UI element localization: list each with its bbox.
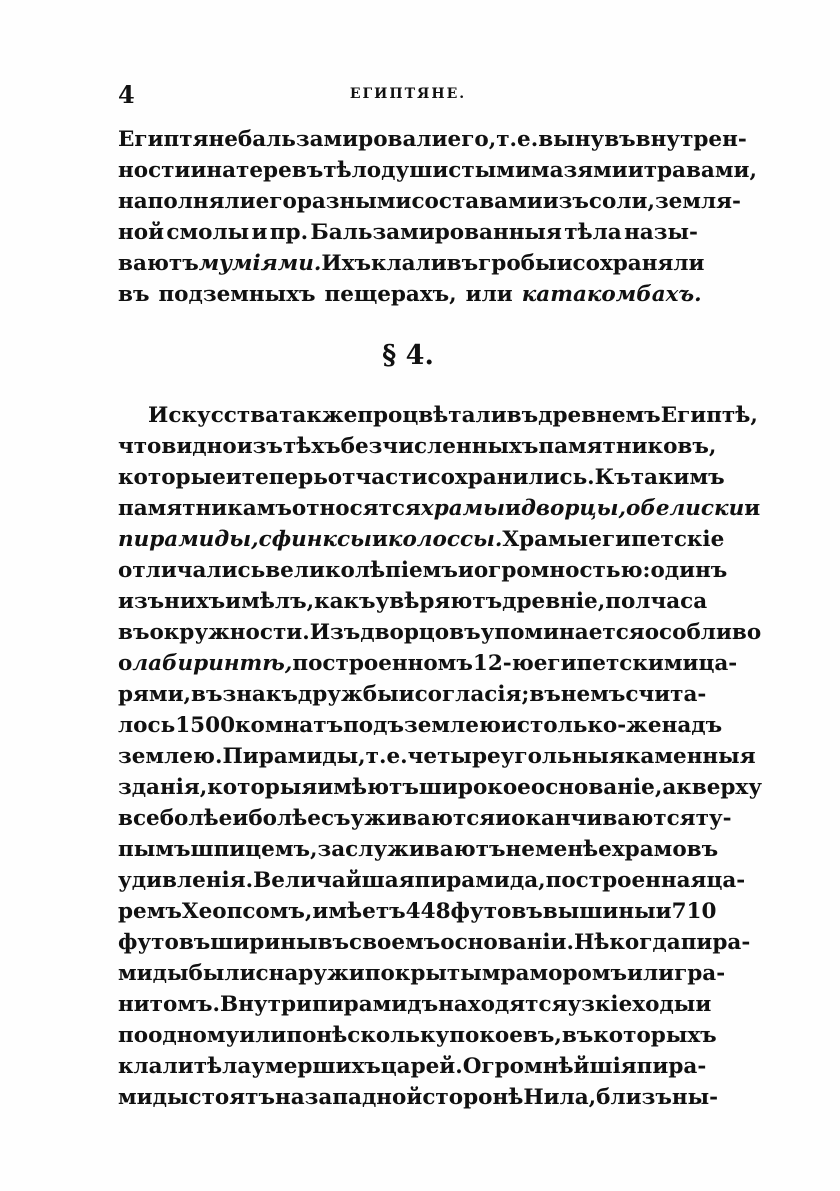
word: надъ xyxy=(661,713,723,738)
text-line xyxy=(118,617,762,648)
word: сфинксы xyxy=(258,527,372,552)
word: увѣряютъ xyxy=(375,589,503,614)
word: въ xyxy=(446,251,479,276)
word: 12-ю xyxy=(472,651,534,676)
word: пр. xyxy=(269,220,309,245)
word: все xyxy=(118,806,160,831)
word: которыхъ xyxy=(593,1023,717,1048)
word: обелиски xyxy=(626,496,745,521)
word: какъ xyxy=(314,589,376,614)
word: имѣлъ, xyxy=(225,589,315,614)
word: миды xyxy=(118,961,189,986)
word: относятся xyxy=(291,496,421,521)
text-line xyxy=(118,400,758,431)
word: западной xyxy=(304,1085,423,1110)
word: болѣе xyxy=(248,806,321,831)
word: землею xyxy=(403,713,501,738)
word: памятникамъ xyxy=(118,496,292,521)
word: разными xyxy=(296,189,412,214)
word: и xyxy=(744,496,761,521)
text-line xyxy=(118,462,725,493)
word: и xyxy=(371,527,388,552)
word: Египтяне xyxy=(118,127,238,152)
word: катакомбахъ. xyxy=(521,282,702,307)
text-line xyxy=(118,834,719,865)
word: знакъ xyxy=(222,682,298,707)
word: комнатъ xyxy=(235,713,344,738)
word: или xyxy=(465,282,513,307)
word: нитомъ. xyxy=(118,992,220,1017)
text-line xyxy=(118,772,763,803)
word: отчасти xyxy=(327,465,428,490)
word: находятся xyxy=(438,992,568,1017)
word: дворцы, xyxy=(520,496,627,521)
word: пымъ xyxy=(118,837,191,862)
word: его, xyxy=(447,127,497,152)
text-line xyxy=(118,803,732,834)
word: земля- xyxy=(654,189,741,214)
word: особливо xyxy=(644,620,762,645)
word: широкое xyxy=(418,775,531,800)
text-line xyxy=(118,896,717,927)
word: 710 xyxy=(671,899,717,924)
word: тѣхъ xyxy=(282,434,341,459)
word: е. xyxy=(517,127,539,152)
word: Изъ xyxy=(309,620,361,645)
text-line xyxy=(118,741,756,772)
word: пира- xyxy=(636,1054,707,1079)
text-line xyxy=(118,186,741,217)
word: видно xyxy=(161,434,237,459)
word: или xyxy=(239,1023,287,1048)
word: съуживаются xyxy=(320,806,496,831)
text-line xyxy=(118,1082,719,1113)
word: окружности. xyxy=(149,620,310,645)
text-line xyxy=(118,279,702,310)
word: согласія; xyxy=(414,682,530,707)
word: изъ xyxy=(118,589,165,614)
word: и xyxy=(556,251,573,276)
word: заслуживаютъ xyxy=(317,837,506,862)
word: кверху xyxy=(676,775,763,800)
word: и xyxy=(225,465,242,490)
word: полчаса xyxy=(605,589,708,614)
word: были xyxy=(188,961,256,986)
word: тѣло xyxy=(323,158,382,183)
word: покрыты xyxy=(364,961,482,986)
word: Искусства xyxy=(148,403,280,428)
word: великолѣпіемъ xyxy=(265,558,458,583)
word: стоятъ xyxy=(188,1085,275,1110)
word: Египтѣ, xyxy=(660,403,758,428)
text-line xyxy=(118,217,698,248)
word: изъ xyxy=(236,434,283,459)
word: процвѣтали xyxy=(357,403,507,428)
word: и xyxy=(457,558,474,583)
text-line xyxy=(118,679,707,710)
running-head: ЕГИПТЯНЕ. xyxy=(349,86,467,102)
word: гробы xyxy=(478,251,557,276)
word: и xyxy=(398,682,415,707)
word: пещерахъ, xyxy=(324,282,457,307)
word: подъ xyxy=(343,713,404,738)
word: вышины xyxy=(542,899,656,924)
word: египетскими xyxy=(533,651,699,676)
word: и xyxy=(500,713,517,738)
word: Огромнѣйшія xyxy=(462,1054,637,1079)
word: ходы xyxy=(632,992,696,1017)
text-line xyxy=(118,431,717,462)
word: упоминается xyxy=(480,620,645,645)
word: и xyxy=(251,220,268,245)
word: узкіе xyxy=(567,992,633,1017)
word: и xyxy=(190,158,207,183)
word: клали xyxy=(370,251,447,276)
word: пирамиды, xyxy=(118,527,259,552)
word: не xyxy=(505,837,535,862)
word: ны- xyxy=(671,1085,719,1110)
word: футовъ xyxy=(450,899,543,924)
word: т. xyxy=(496,127,518,152)
word: тѣла xyxy=(193,1054,252,1079)
word: ту- xyxy=(695,806,732,831)
word: въ xyxy=(191,682,223,707)
word: ширины xyxy=(210,930,318,955)
word: смолы xyxy=(166,220,250,245)
word: Къ xyxy=(594,465,631,490)
word: составами xyxy=(411,189,543,214)
word: дружбы xyxy=(297,682,399,707)
word: зданія, xyxy=(118,775,208,800)
word: столько-же xyxy=(516,713,662,738)
word: которыя xyxy=(207,775,318,800)
word: и xyxy=(655,899,672,924)
word: отличались xyxy=(118,558,266,583)
word: лось xyxy=(118,713,176,738)
word: тѣла xyxy=(564,220,622,245)
word: которые xyxy=(118,465,226,490)
word: землею. xyxy=(118,744,223,769)
word: ремъ xyxy=(118,899,182,924)
word: и xyxy=(504,496,521,521)
text-line xyxy=(118,1051,707,1082)
word: такимъ xyxy=(630,465,725,490)
word: имѣетъ xyxy=(312,899,406,924)
text-line xyxy=(118,865,746,896)
word: царей. xyxy=(380,1054,463,1079)
word: удивленія. xyxy=(118,868,254,893)
word: Храмы xyxy=(502,527,589,552)
word: храмы xyxy=(420,496,505,521)
word: каменныя xyxy=(624,744,756,769)
text-line xyxy=(118,710,723,741)
word: основаніе, xyxy=(530,775,663,800)
paragraph-arts xyxy=(118,400,763,1113)
word: имѣютъ xyxy=(317,775,419,800)
word: древнемъ xyxy=(538,403,661,428)
word: также xyxy=(279,403,358,428)
word: памятниковъ, xyxy=(538,434,717,459)
word: мраморомъ xyxy=(481,961,628,986)
text-line xyxy=(118,958,726,989)
word: дворцовъ xyxy=(360,620,481,645)
word: сохраняли xyxy=(572,251,705,276)
word: ной xyxy=(118,220,165,245)
word: въ xyxy=(529,682,561,707)
word: шпицемъ, xyxy=(190,837,318,862)
word: его xyxy=(255,189,297,214)
word: основаніи. xyxy=(440,930,574,955)
word: въ xyxy=(317,930,350,955)
word: ваютъ xyxy=(118,251,199,276)
word: близъ xyxy=(596,1085,672,1110)
word: миды xyxy=(118,1085,189,1110)
word: бальзамировали xyxy=(237,127,448,152)
word: е. xyxy=(386,744,408,769)
word: а xyxy=(662,775,677,800)
word: счита- xyxy=(625,682,707,707)
word: и xyxy=(495,806,512,831)
word: на xyxy=(274,1085,305,1110)
word: клали xyxy=(118,1054,194,1079)
word: колоссы. xyxy=(387,527,503,552)
page-header xyxy=(118,80,698,110)
word: 448 xyxy=(405,899,451,924)
text-line xyxy=(118,124,747,155)
word: рями, xyxy=(118,682,192,707)
text-line xyxy=(118,586,708,617)
word: въ xyxy=(118,282,150,307)
word: и xyxy=(627,158,644,183)
word: соли, xyxy=(588,189,655,214)
word: безчисленныхъ xyxy=(340,434,539,459)
word: Внутри xyxy=(220,992,312,1017)
word: сохранились. xyxy=(427,465,595,490)
word: назы- xyxy=(624,220,698,245)
word: Величайшая xyxy=(253,868,415,893)
word: нѣскольку xyxy=(316,1023,450,1048)
word: Ихъ xyxy=(321,251,371,276)
word: 1500 xyxy=(175,713,236,738)
word: травами, xyxy=(643,158,757,183)
word: покоевъ, xyxy=(449,1023,562,1048)
word: одинъ xyxy=(650,558,728,583)
word: изъ xyxy=(542,189,589,214)
word: по xyxy=(118,1023,149,1048)
word: вынувъ xyxy=(538,127,636,152)
paragraph-mummies xyxy=(118,124,757,310)
word: о xyxy=(118,651,133,676)
word: т. xyxy=(365,744,387,769)
word: подземныхъ xyxy=(158,282,316,307)
word: въ xyxy=(506,403,539,428)
word: египетскіе xyxy=(588,527,725,552)
text-line xyxy=(118,989,712,1020)
word: Хеопсомъ, xyxy=(181,899,313,924)
text-line xyxy=(118,648,738,679)
word: въ xyxy=(561,1023,594,1048)
word: Пирамиды, xyxy=(222,744,366,769)
word: своемъ xyxy=(349,930,441,955)
text-line xyxy=(118,555,728,586)
word: или xyxy=(627,961,675,986)
word: Нила, xyxy=(523,1085,597,1110)
word: гра- xyxy=(674,961,726,986)
word: построенномъ xyxy=(292,651,473,676)
word: въ xyxy=(118,620,150,645)
word: одному xyxy=(148,1023,240,1048)
word: построенная xyxy=(545,868,707,893)
word: огромностью: xyxy=(473,558,651,583)
word: болѣе xyxy=(159,806,233,831)
word: менѣе xyxy=(534,837,612,862)
word: что xyxy=(118,434,162,459)
word: и xyxy=(232,806,249,831)
word: четыреугольныя xyxy=(407,744,625,769)
word: пира- xyxy=(680,930,751,955)
word: душистыми xyxy=(381,158,531,183)
section-heading: § 4. xyxy=(382,340,434,371)
word: ца- xyxy=(706,868,746,893)
word: снаружи xyxy=(255,961,365,986)
page-number: 4 xyxy=(118,80,135,109)
word: древніе, xyxy=(502,589,606,614)
text-line xyxy=(118,493,761,524)
word: лабиринтѣ, xyxy=(132,651,293,676)
word: немъ xyxy=(560,682,626,707)
word: теперь xyxy=(241,465,328,490)
word: по xyxy=(286,1023,317,1048)
word: умершихъ xyxy=(251,1054,381,1079)
word: мазями xyxy=(530,158,628,183)
text-line xyxy=(118,248,705,279)
text-line xyxy=(118,927,751,958)
word: футовъ xyxy=(118,930,211,955)
word: муміями. xyxy=(198,251,322,276)
text-line xyxy=(118,524,725,555)
word: наполняли xyxy=(118,189,256,214)
word: ности xyxy=(118,158,191,183)
word: пирамидъ xyxy=(311,992,439,1017)
word: оканчиваются xyxy=(511,806,696,831)
word: сторонѣ xyxy=(422,1085,524,1110)
word: внутрен- xyxy=(635,127,747,152)
word: натеревъ xyxy=(206,158,324,183)
word: и xyxy=(695,992,712,1017)
word: нихъ xyxy=(164,589,226,614)
word: ца- xyxy=(698,651,738,676)
word: Нѣкогда xyxy=(573,930,681,955)
word: Бальзамированныя xyxy=(310,220,562,245)
word: пирамида, xyxy=(414,868,546,893)
text-line xyxy=(118,1020,717,1051)
text-line xyxy=(118,155,757,186)
word: храмовъ xyxy=(611,837,719,862)
